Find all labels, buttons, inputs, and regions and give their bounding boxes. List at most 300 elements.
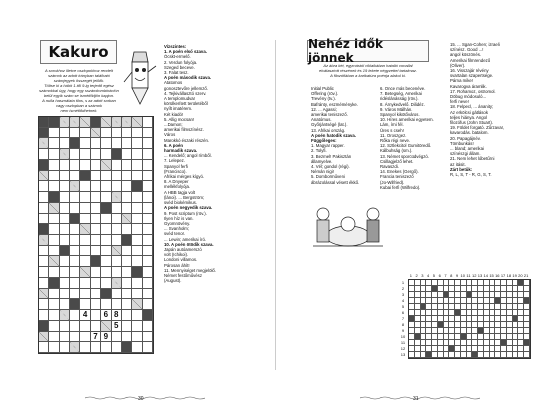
kakuro-cell[interactable]: [143, 171, 153, 182]
kakuro-digit-cell[interactable]: 6: [101, 310, 111, 321]
crossword-row-number: 6: [401, 309, 405, 315]
kakuro-clue-cell: [101, 160, 111, 171]
clue-line: filozófus (John Stuart).: [450, 120, 493, 126]
kakuro-cell[interactable]: [60, 203, 70, 214]
kakuro-cell[interactable]: [49, 321, 59, 332]
kakuro-cell[interactable]: [49, 310, 59, 321]
crossword-column-number: 1: [409, 272, 412, 278]
kakuro-cell[interactable]: [91, 224, 101, 235]
kakuro-cell[interactable]: [60, 171, 70, 182]
kakuro-block-cell: [70, 138, 80, 149]
clue-line: (Jo-Wilfried).: [380, 179, 405, 185]
kakuro-cell[interactable]: [49, 128, 59, 139]
kakuro-cell[interactable]: [70, 289, 80, 300]
kakuro-cell[interactable]: [112, 299, 122, 310]
kakuro-cell[interactable]: [132, 278, 142, 289]
kakuro-cell[interactable]: [132, 310, 142, 321]
kakuro-cell[interactable]: [80, 246, 90, 257]
clue-line: 20. Papagájnév.: [450, 135, 481, 141]
left-clues: [164, 44, 254, 283]
kakuro-clue-cell: [122, 214, 132, 225]
kakuro-cell[interactable]: [122, 278, 132, 289]
kakuro-cell[interactable]: [60, 235, 70, 246]
kakuro-cell[interactable]: [49, 149, 59, 160]
kakuro-cell[interactable]: [112, 160, 122, 171]
kakuro-cell[interactable]: [49, 299, 59, 310]
kakuro-cell[interactable]: [70, 128, 80, 139]
kakuro-clue-cell: [112, 278, 122, 289]
kakuro-cell[interactable]: [60, 342, 70, 353]
crossword-row-number: 5: [401, 303, 405, 309]
clue-line: 9. Város Málhán.: [380, 106, 413, 112]
kakuro-cell[interactable]: [70, 160, 80, 171]
kakuro-cell[interactable]: [143, 246, 153, 257]
kakuro-cell[interactable]: [49, 138, 59, 149]
kakuro-cell[interactable]: [60, 332, 70, 343]
clue-line: A poén negyedik szava.: [164, 205, 213, 211]
clue-line: 17. Rohamoz, ostromol.: [450, 88, 496, 94]
kakuro-cell[interactable]: [39, 310, 49, 321]
clue-line: nyílt imatérem.: [164, 106, 193, 112]
kakuro-cell[interactable]: [80, 332, 90, 343]
crossword-grid[interactable]: [408, 279, 531, 359]
kakuro-cell[interactable]: [80, 278, 90, 289]
kakuro-cell[interactable]: [143, 267, 153, 278]
clue-line: Némán nigi!: [311, 169, 334, 175]
kakuro-cell[interactable]: [122, 128, 132, 139]
crossword-column-number: 2: [415, 272, 418, 278]
kakuro-cell[interactable]: [101, 278, 111, 289]
clue-line: Döbug módosuló...: [450, 94, 487, 100]
kakuro-cell[interactable]: [132, 289, 142, 300]
kakuro-cell[interactable]: [112, 203, 122, 214]
kakuro-cell[interactable]: [49, 332, 59, 343]
kakuro-cell[interactable]: [132, 256, 142, 267]
crossword-row-number: 12: [400, 345, 406, 351]
kakuro-cell[interactable]: [101, 235, 111, 246]
kakuro-cell[interactable]: [91, 342, 101, 353]
clue-line: 12. ... Agassi;: [311, 106, 337, 112]
kakuro-cell[interactable]: [143, 138, 153, 149]
kakuro-cell[interactable]: [39, 149, 49, 160]
kakuro-block-cell: [91, 256, 101, 267]
kakuro-cell[interactable]: [70, 246, 80, 257]
kakuro-block-cell: [39, 224, 49, 235]
kakuro-cell[interactable]: [80, 203, 90, 214]
clue-line: ... Kendelő; angol rímből.: [164, 153, 212, 159]
kakuro-cell[interactable]: [70, 310, 80, 321]
kakuro-cell[interactable]: [39, 267, 49, 278]
kakuro-cell[interactable]: [91, 289, 101, 300]
kakuro-cell[interactable]: [80, 160, 90, 171]
kakuro-cell[interactable]: [132, 235, 142, 246]
clue-line: volt (Ichikoi).: [164, 252, 189, 258]
right-page-number: 31: [413, 396, 419, 402]
clue-line: 14. Enekes (Gergő).: [380, 169, 419, 175]
kakuro-cell[interactable]: [132, 214, 142, 225]
kakuro-cell[interactable]: [91, 203, 101, 214]
kakuro-grid[interactable]: [38, 116, 154, 354]
kakuro-cell[interactable]: [60, 289, 70, 300]
intro-line: belül egyik szám se ismétlődjön kapjon.: [43, 93, 115, 98]
kakuro-cell[interactable]: [132, 321, 142, 332]
kakuro-cell[interactable]: [122, 267, 132, 278]
kakuro-cell[interactable]: [143, 224, 153, 235]
kakuro-cell[interactable]: [122, 171, 132, 182]
kakuro-cell[interactable]: [80, 289, 90, 300]
kakuro-cell[interactable]: [101, 214, 111, 225]
crossword-column-number: 6: [438, 272, 441, 278]
kakuro-cell[interactable]: [39, 342, 49, 353]
clue-line: 19. Földet forgató. Zűrzavar,: [450, 125, 504, 131]
kakuro-cell[interactable]: [101, 192, 111, 203]
kakuro-cell[interactable]: [132, 342, 142, 353]
kakuro-clue-cell: [39, 171, 49, 182]
kakuro-cell[interactable]: [91, 160, 101, 171]
kakuro-clue-cell: [80, 267, 90, 278]
right-instructions: [303, 63, 433, 78]
kakuro-cell[interactable]: [112, 171, 122, 182]
clue-line: 21. Nem lehet lóbetűrni: [450, 156, 495, 162]
kakuro-cell[interactable]: [91, 299, 101, 310]
crossword-column-number: 4: [427, 272, 430, 278]
kakuro-block-cell: [39, 321, 49, 332]
kakuro-cell[interactable]: [143, 321, 153, 332]
clue-line: gonosztevőre jellemző.: [164, 85, 208, 91]
kakuro-cell[interactable]: [91, 214, 101, 225]
kakuro-cell[interactable]: [143, 342, 153, 353]
clue-line: ...Damon;: [164, 122, 183, 128]
clue-line: Atatomos: [164, 80, 183, 86]
clue-line: ... Svanholm;: [164, 226, 190, 232]
kakuro-block-cell: [60, 246, 70, 257]
clue-line: Kubai ferfi (Wilfredo).: [380, 184, 421, 190]
kakuro-cell[interactable]: [101, 246, 111, 257]
kakuro-cell[interactable]: [80, 138, 90, 149]
kakuro-cell[interactable]: [60, 192, 70, 203]
kakuro-block-cell: [132, 181, 142, 192]
kakuro-cell[interactable]: [60, 299, 70, 310]
kakuro-block-cell: [132, 267, 142, 278]
crossword-cell[interactable]: [524, 352, 530, 358]
kakuro-cell[interactable]: [60, 160, 70, 171]
kakuro-cell[interactable]: [91, 192, 101, 203]
clue-line: 1. Magyar rapper.: [311, 143, 345, 149]
kakuro-cell[interactable]: [80, 299, 90, 310]
kakuro-cell[interactable]: [122, 299, 132, 310]
kakuro-block-cell: [143, 310, 153, 321]
kakuro-cell[interactable]: [112, 332, 122, 343]
clue-line: A poén hatodik szava.: [311, 132, 356, 138]
kakuro-cell[interactable]: [132, 138, 142, 149]
kakuro-cell[interactable]: [60, 278, 70, 289]
kakuro-cell[interactable]: [60, 267, 70, 278]
intro-line: nem ismétlődhetnek.: [60, 108, 98, 113]
clue-line: ... Lewin; amerikai író.: [164, 236, 207, 242]
kakuro-cell[interactable]: [101, 128, 111, 139]
clue-line: színész. Good ...!: [450, 47, 484, 53]
clue-line: Német festőművész: [164, 272, 202, 278]
kakuro-cell[interactable]: [122, 160, 132, 171]
kakuro-cell[interactable]: [112, 342, 122, 353]
kakuro-cell[interactable]: [143, 192, 153, 203]
kakuro-cell[interactable]: [122, 224, 132, 235]
kakuro-clue-cell: [39, 138, 49, 149]
kakuro-cell[interactable]: [60, 214, 70, 225]
kakuro-cell[interactable]: [49, 181, 59, 192]
clue-line: 3. Bezmel! Pakisztán: [311, 153, 352, 159]
kakuro-cell[interactable]: [70, 321, 80, 332]
crossword-column-number: 15: [489, 272, 494, 278]
kakuro-block-cell: [70, 299, 80, 310]
kakuro-cell[interactable]: [122, 332, 132, 343]
crossword-column-number: 8: [450, 272, 453, 278]
kakuro-clue-cell: [60, 310, 70, 321]
kakuro-block-cell: [49, 117, 59, 128]
kakuro-cell[interactable]: [122, 203, 132, 214]
kakuro-cell[interactable]: [49, 246, 59, 257]
kakuro-digit-cell[interactable]: 9: [101, 332, 111, 343]
kakuro-cell[interactable]: [60, 321, 70, 332]
kakuro-cell[interactable]: [143, 128, 153, 139]
kakuro-cell[interactable]: [80, 235, 90, 246]
kakuro-cell[interactable]: [70, 332, 80, 343]
kakuro-cell[interactable]: [143, 149, 153, 160]
kakuro-clue-cell: [39, 289, 49, 300]
kakuro-cell[interactable]: [91, 246, 101, 257]
kakuro-cell[interactable]: [49, 235, 59, 246]
kakuro-cell[interactable]: [132, 332, 142, 343]
clue-line: Marokkó északi részén.: [164, 137, 210, 143]
right-clues-column-2: [380, 86, 450, 190]
kakuro-cell[interactable]: [91, 171, 101, 182]
kakuro-cell[interactable]: [49, 171, 59, 182]
crossword-row-number: 13: [400, 351, 406, 357]
kakuro-cell[interactable]: [101, 342, 111, 353]
kakuro-clue-cell: [60, 149, 70, 160]
clue-line: 2. Verdun folyója.: [164, 59, 198, 65]
clue-line: Függőleges:: [311, 138, 337, 144]
kakuro-clue-cell: [101, 117, 111, 128]
kakuro-cell[interactable]: [39, 192, 49, 203]
kakuro-cell[interactable]: [70, 224, 80, 235]
kakuro-cell[interactable]: [49, 160, 59, 171]
kakuro-cell[interactable]: [143, 214, 153, 225]
kakuro-digit-cell[interactable]: 5: [112, 321, 122, 332]
kakuro-cell[interactable]: [122, 246, 132, 257]
kakuro-cell[interactable]: [91, 267, 101, 278]
clue-line: svartalan szapertsége.: [450, 73, 494, 79]
kakuro-cell[interactable]: [70, 203, 80, 214]
clue-line: Kavarogva áramlik.: [450, 83, 487, 89]
kakuro-cell[interactable]: [80, 342, 90, 353]
kakuro-cell[interactable]: [80, 256, 90, 267]
kakuro-cell[interactable]: [91, 181, 101, 192]
intro-line: vagy oszlopban a számok: [55, 103, 103, 108]
kakuro-cell[interactable]: [80, 321, 90, 332]
crossword-column-numbers: [408, 272, 529, 278]
kakuro-cell[interactable]: [112, 138, 122, 149]
kakuro-cell[interactable]: [91, 278, 101, 289]
crossword-row-number: 1: [401, 279, 405, 285]
kakuro-clue-cell: [101, 321, 111, 332]
kakuro-cell[interactable]: [91, 138, 101, 149]
clue-line: 4. Vél; gondol (régi).: [311, 164, 350, 170]
kakuro-cell[interactable]: [80, 149, 90, 160]
clue-line: 15. ... Sgan-Cohen; izraeli: [450, 42, 500, 47]
kakuro-cell[interactable]: [101, 256, 111, 267]
kakuro-cell[interactable]: [101, 299, 111, 310]
kakuro-cell[interactable]: [49, 342, 59, 353]
kakuro-cell[interactable]: [112, 256, 122, 267]
kakuro-clue-cell: [132, 299, 142, 310]
kakuro-cell[interactable]: [101, 138, 111, 149]
clue-line: svéd tenor.: [164, 231, 186, 237]
clue-line: 7. Betegség, Amerikai: [380, 91, 422, 97]
kakuro-cell[interactable]: [70, 256, 80, 267]
kakuro-digit-cell[interactable]: 8: [112, 310, 122, 321]
clue-line: Győrjántségé (lat.).: [311, 122, 348, 128]
kakuro-cell[interactable]: [49, 289, 59, 300]
clue-line: 8. Árnykedvelő. Dilidéz.: [380, 101, 425, 107]
kakuro-cell[interactable]: [112, 181, 122, 192]
kakuro-cell[interactable]: [70, 149, 80, 160]
kakuro-cell[interactable]: [49, 224, 59, 235]
kakuro-cell[interactable]: [39, 278, 49, 289]
kakuro-cell[interactable]: [112, 214, 122, 225]
kakuro-cell[interactable]: [101, 171, 111, 182]
kakuro-cell[interactable]: [91, 149, 101, 160]
kakuro-cell[interactable]: [132, 192, 142, 203]
crossword-column-number: 3: [421, 272, 424, 278]
kakuro-cell[interactable]: [122, 321, 132, 332]
kakuro-cell[interactable]: [143, 160, 153, 171]
kakuro-cell[interactable]: [143, 203, 153, 214]
kakuro-cell[interactable]: [122, 289, 132, 300]
kakuro-cell[interactable]: [101, 181, 111, 192]
kakuro-cell[interactable]: [70, 192, 80, 203]
clue-line: 18. Felpecl, ... ánanity;: [450, 104, 494, 110]
clue-line: 10. Híres amerikai egyetem.: [380, 117, 434, 123]
kakuro-cell[interactable]: [132, 246, 142, 257]
kakuro-cell[interactable]: [122, 138, 132, 149]
kakuro-cell[interactable]: [132, 224, 142, 235]
clue-line: Anatómus.: [311, 117, 332, 123]
kakuro-cell[interactable]: [112, 235, 122, 246]
kakuro-cell[interactable]: [39, 246, 49, 257]
intro-line: A filozófiában a karikatúra poénja alakul ki.: [330, 73, 406, 78]
kakuro-cell[interactable]: [60, 138, 70, 149]
kakuro-cell[interactable]: [80, 192, 90, 203]
crossword-column-number: 16: [495, 272, 500, 278]
kakuro-cell[interactable]: [80, 181, 90, 192]
kakuro-cell[interactable]: [60, 224, 70, 235]
kakuro-cell[interactable]: [122, 256, 132, 267]
clue-line: Amerikai filmrendező: [450, 57, 491, 63]
right-title-text: Nehéz idők jönnek: [308, 37, 383, 65]
kakuro-cell[interactable]: [112, 289, 122, 300]
crossword-column-number: 9: [455, 272, 459, 278]
kakuro-clue-cell: [80, 117, 90, 128]
kakuro-block-cell: [122, 235, 132, 246]
kakuro-cell[interactable]: [80, 214, 90, 225]
kakuro-cell[interactable]: [39, 203, 49, 214]
crossword-column-number: 19: [512, 272, 517, 278]
kakuro-cell[interactable]: [112, 224, 122, 235]
kakuro-digit-cell[interactable]: 4: [80, 310, 90, 321]
clue-line: államyelve.: [311, 158, 333, 164]
kakuro-cell[interactable]: [132, 171, 142, 182]
kakuro-cell[interactable]: [132, 149, 142, 160]
kakuro-cell[interactable]: [112, 267, 122, 278]
clue-line: 5. Domborműveni: [311, 174, 345, 180]
clue-line: ábrázolással vésett ékkő.: [311, 179, 360, 185]
kakuro-cell[interactable]: [39, 256, 49, 267]
clue-line: Szeged beceve.: [164, 64, 195, 70]
kakuro-cell[interactable]: [91, 310, 101, 321]
kakuro-cell[interactable]: [132, 128, 142, 139]
kakuro-cell[interactable]: [39, 181, 49, 192]
kakuro-clue-cell: [39, 332, 49, 343]
kakuro-cell[interactable]: [70, 267, 80, 278]
kakuro-cell[interactable]: [143, 278, 153, 289]
kakuro-cell[interactable]: [112, 128, 122, 139]
kakuro-cell[interactable]: [143, 332, 153, 343]
clue-line: 9. Post scriptum (röv.).: [164, 210, 207, 216]
right-clues-column-3: [450, 42, 530, 177]
kakuro-cell[interactable]: [60, 181, 70, 192]
kakuro-cell[interactable]: [39, 214, 49, 225]
kakuro-cell[interactable]: [122, 181, 132, 192]
clue-line: Két kiadó!: [164, 111, 184, 117]
kakuro-cell[interactable]: [60, 128, 70, 139]
kakuro-cell[interactable]: [132, 203, 142, 214]
kakuro-cell[interactable]: [101, 149, 111, 160]
kakuro-cell[interactable]: [70, 171, 80, 182]
kakuro-cell[interactable]: [49, 267, 59, 278]
kakuro-cell[interactable]: [132, 160, 142, 171]
kakuro-cell[interactable]: [70, 278, 80, 289]
clue-line: 11. Oroszgez.: [380, 132, 407, 138]
kakuro-instructions: [38, 68, 120, 113]
kakuro-cell[interactable]: [101, 267, 111, 278]
kakuro-cell[interactable]: [60, 256, 70, 267]
kakuro-cell[interactable]: [143, 299, 153, 310]
kakuro-cell[interactable]: [143, 181, 153, 192]
kakuro-cell[interactable]: [91, 235, 101, 246]
kakuro-cell[interactable]: [80, 128, 90, 139]
clue-line: Londoni villamos.: [164, 257, 198, 263]
kakuro-digit-cell[interactable]: 7: [91, 332, 101, 343]
kakuro-cell[interactable]: [39, 299, 49, 310]
kakuro-cell[interactable]: [122, 192, 132, 203]
kakuro-cell[interactable]: [143, 256, 153, 267]
kakuro-cell[interactable]: [143, 235, 153, 246]
kakuro-cell[interactable]: [122, 149, 132, 160]
kakuro-cell[interactable]: [143, 117, 153, 128]
crossword-column-number: 17: [500, 272, 506, 278]
kakuro-cell[interactable]: [49, 214, 59, 225]
kakuro-cell[interactable]: [70, 235, 80, 246]
clue-line: A poén második szava.: [164, 75, 212, 81]
kakuro-cell[interactable]: [101, 224, 111, 235]
clue-line: ridéslánásság (röv.).: [380, 96, 419, 102]
clue-line: 1. A poén első szava.: [164, 49, 207, 55]
kakuro-cell[interactable]: [122, 310, 132, 321]
kakuro-block-cell: [112, 149, 122, 160]
kakuro-cell[interactable]: [91, 321, 101, 332]
kakuro-cell[interactable]: [143, 289, 153, 300]
